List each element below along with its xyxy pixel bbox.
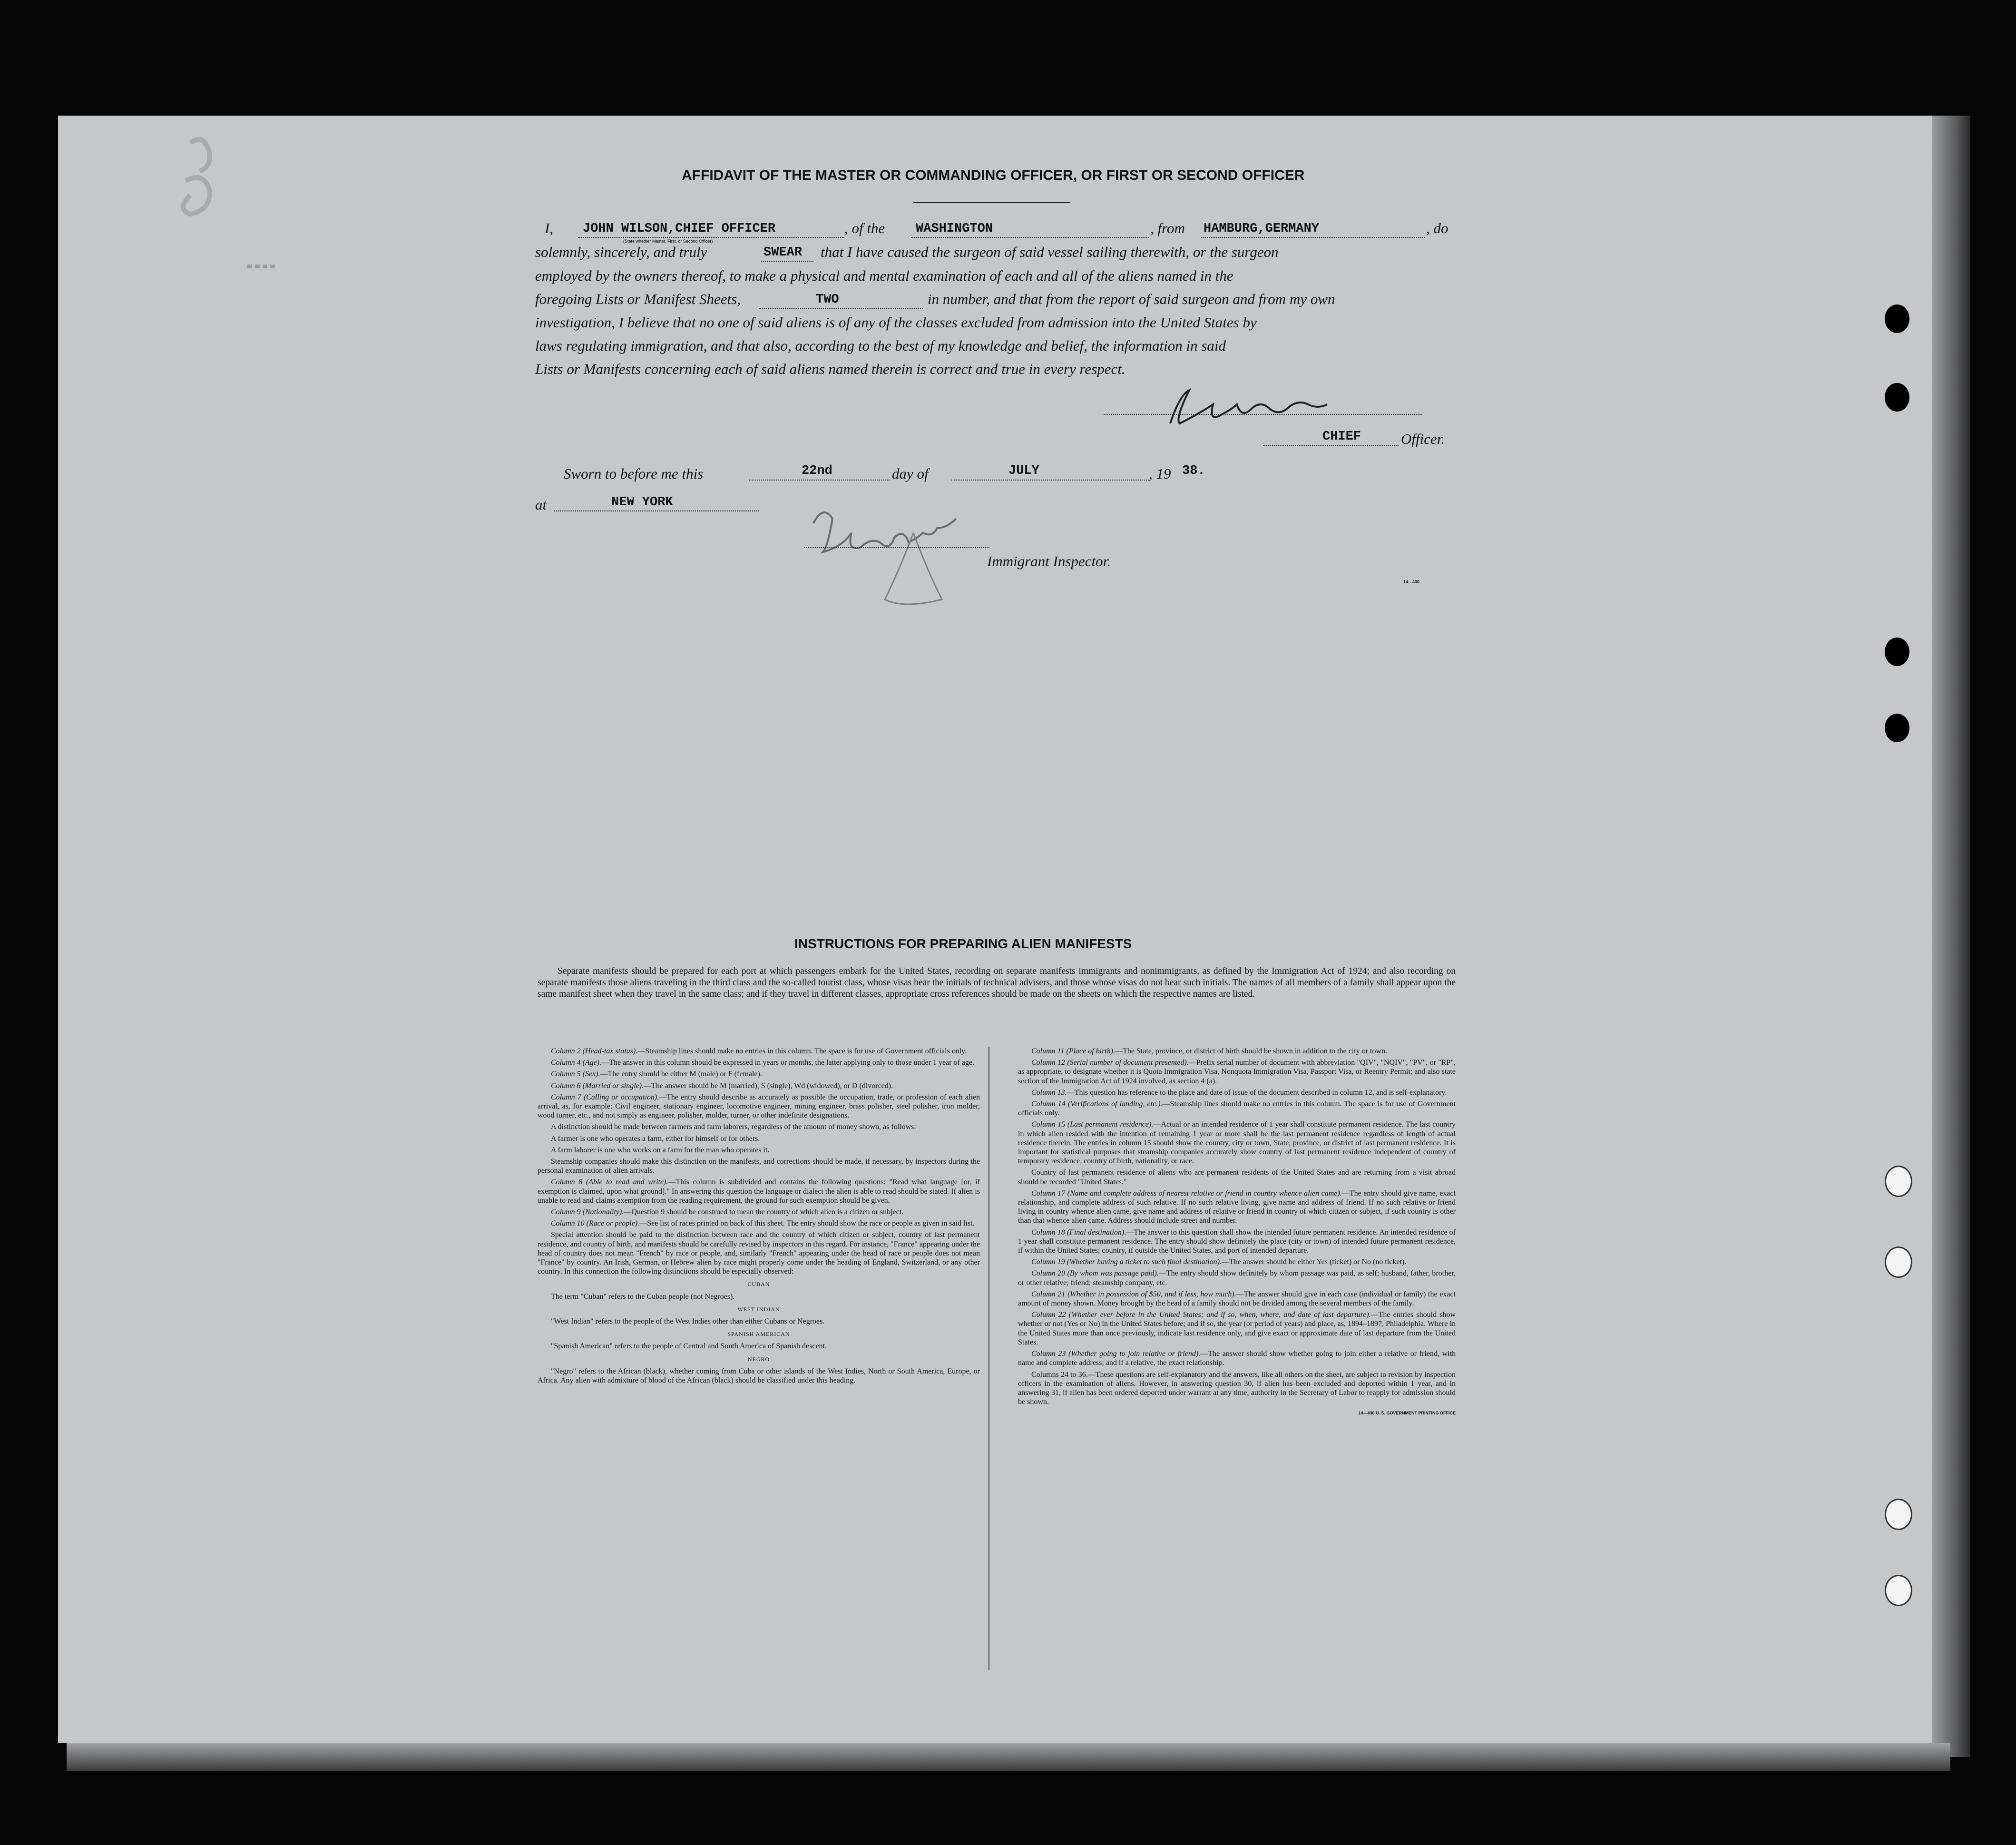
sworn-text: Sworn to before me this (564, 465, 704, 482)
month-line (951, 480, 1149, 481)
month-value: JULY (1008, 464, 1039, 478)
year-prefix: , 19 (1149, 465, 1171, 482)
page-bottom-edge (67, 1743, 1950, 1771)
officer-name-line (578, 237, 844, 238)
officer-name-value: JOHN WILSON,CHIEF OFFICER (583, 222, 776, 236)
country-residence-note: Country of last permanent residence of aliens who are permanent residents of the United States and are returning from a visit abroad should be recorded "United States." (1018, 1168, 1456, 1186)
column-12-note: Column 12 (Serial number of document presented).—Prefix serial number of document with abbreviation "QIV", "NQIV", "PV", or "RP", as appropriate, to designate whether it is Quota Immigration Visa, Nonquota Immigration Visa, Passport Visa, or Reentry Permit; and also state section of the Immigration Act of 1924 involved, as section 4 (a). (1018, 1059, 1456, 1085)
column-9-note: Column 9 (Nationality).—Question 9 should be construed to mean the country of which alien is a citizen or subject. (551, 1208, 904, 1217)
binder-hole (1885, 304, 1909, 333)
day-value: 22nd (802, 464, 832, 478)
column-18-note: Column 18 (Final destination).—The answer to this question shall show the intended future permanent residence. An intended residence of 1 year shall constitute permanent residence. The entry should show definitely the place (city or town) of intended future permanent residence, if within the United States; country, if outside the United States, and port of intended departure. (1018, 1228, 1456, 1255)
oath-line (761, 261, 813, 262)
column-17-note: Column 17 (Name and complete address of nearest relative or friend in country whence alien came).—The entry should give name, exact relationship, and complete address of such relative. If no such relative living, give name and address of friend. If no such relative or friend living in country whence alien came, give name and address of relative or friend in country of which citizen or subject, if such country is other than that whence alien came. Address should include street and number. (1018, 1189, 1456, 1225)
vessel-line (911, 237, 1149, 238)
signature-line (1104, 414, 1422, 415)
column-4-note: Column 4 (Age).—The answer in this column should be expressed in years or months, the latter applying only to those under 1 year of age. (551, 1059, 975, 1067)
document-page (58, 116, 1932, 1743)
binder-hole (1885, 714, 1909, 742)
columns-24-36-note: Columns 24 to 36.—These questions are self-explanatory and the answers, like all others on the sheet, are subject to revision by inspection officers in the examination of aliens. However, in answering question 30, if alien has been excluded and deported within 1 year, and in answering 31, if alien has been ordered deported under warrant at any time, authority in the Secretary of Labor to reapply for admission should be shown. (1018, 1370, 1456, 1406)
column-19-note: Column 19 (Whether having a ticket to such final destination).—The answer should be either Yes (ticket) or No (no ticket). (1031, 1258, 1407, 1266)
affidavit-line-5: investigation, I believe that no one of said aliens is of any of the classes excluded from admission into the United States by (535, 314, 1257, 331)
officer-signature (1151, 385, 1351, 438)
binder-hole (1885, 1575, 1912, 1606)
column-21-note: Column 21 (Whether in possession of $50, and if less, how much).—The answer should give in each case (individual or family) the exact amount of money shown. Money brought by the head of a family should not be divided among the several members of the family. (1018, 1290, 1456, 1308)
port-line (1201, 237, 1425, 238)
affidavit-line-6: laws regulating immigration, and that also, according to the best of my knowledge and belief, the information in said (535, 337, 1226, 354)
title-rule (913, 202, 1070, 203)
spanish-american-definition: "Spanish American" refers to the people of Central and South America of Spanish descent. (551, 1342, 827, 1351)
cuban-definition: The term "Cuban" refers to the Cuban people (not Negroes). (551, 1292, 735, 1301)
sheets-value: TWO (816, 293, 839, 307)
day-of-text: day of (892, 465, 929, 482)
line2-rest: that I have caused the surgeon of said vessel sailing therewith, or the surgeon (821, 244, 1279, 260)
instructions-intro: Separate manifests should be prepared for each port at which passengers embark for the United States, recording on separate manifests immigrants and nonimmigrants, as defined by the Immigration Act of 1924; and also recording on separate manifests those aliens traveling in the third class and the so-called tourist class, whose visas bear the initials of technical advisers, and those whose visas do not bear such initials. The names of all members of a family shall appear upon the same manifest sheet when they travel in the same class; and if they travel in different classes, appropriate cross references should be made on the sheets on which the respective names are listed. (538, 966, 1456, 999)
column-11-note: Column 11 (Place of birth).—The State, province, or district of birth should be shown in addition to the city or town. (1031, 1047, 1388, 1055)
farmer-distinction: A distinction should be made between farmers and farm laborers, regardless of the amount of money shown, as follows: (551, 1123, 916, 1131)
column-5-note: Column 5 (Sex).—The entry should be either M (male) or F (female). (551, 1070, 762, 1079)
officer-note: (State whether Master, First, or Second Officer) (623, 239, 713, 244)
page-edge (1932, 116, 1970, 1757)
at-text: at (535, 496, 547, 513)
column-6-note: Column 6 (Married or single).—The answer should be M (married), S (single), Wd (widowed), or D (divorced). (551, 1081, 893, 1090)
text-from: , from (1150, 220, 1185, 236)
affidavit-line-3: employed by the owners thereof, to make a physical and mental examination of each and all of the aliens named in the (535, 267, 1233, 284)
west-indian-definition: "West Indian" refers to the people of the West Indies other than either Cubans or Negroes. (551, 1317, 825, 1326)
place-line (554, 510, 759, 511)
rank-value: CHIEF (1322, 430, 1361, 444)
oath-value: SWEAR (763, 245, 802, 260)
form-number: 14—430 (1403, 579, 1420, 584)
affidavit-line-7: Lists or Manifests concerning each of said aliens named therein is correct and true in every respect. (535, 361, 1125, 377)
steamship-note: Steamship companies should make this distinction on the manifests, and corrections should be made, if necessary, by inspectors during the personal examination of alien arrivals. (538, 1158, 980, 1175)
column-22-note: Column 22 (Whether ever before in the United States; and if so, when, where, and date of last departure).—The entries should show whether or not (Yes or No) in the United States before; and if so, the year (or period of years) and place, as, 1894–1897, Philadelphia. Where in the United States more than once previously, indicate last residence only, and give exact or approximate date of last departure from the United States. (1018, 1311, 1456, 1346)
rank-line (1263, 445, 1399, 446)
vessel-value: WASHINGTON (916, 222, 993, 236)
line4-rest: in number, and that from the report of said surgeon and from my own (928, 291, 1335, 307)
column-13-note: Column 13.—This question has reference to the place and date of issue of the document described in column 12, and is self-explanatory. (1031, 1088, 1447, 1097)
binder-hole (1885, 638, 1909, 666)
inspector-line (804, 547, 989, 548)
line4-start: foregoing Lists or Manifest Sheets, (535, 291, 741, 307)
column-2-note: Column 2 (Head-tax status).—Steamship lines should make no entries in this column. The space is for use of Government officials only. (551, 1047, 967, 1055)
farmer-definition: A farmer is one who operates a farm, either for himself or for others. (551, 1134, 760, 1143)
day-line (749, 480, 890, 481)
heading-negro: NEGRO (747, 1355, 770, 1363)
year-suffix-value: 38. (1182, 464, 1205, 478)
column-10-note: Column 10 (Race or people).—See list of races printed on back of this sheet. The entry should show the race or people as given in said list. (551, 1219, 975, 1228)
text-solemnly: solemnly, sincerely, and truly (535, 244, 707, 260)
column-15-note: Column 15 (Last permanent residence).—Actual or an intended residence of 1 year shall constitute permanent residence. The last country in which alien resided with the intention of remaining 1 year or more shall be the last permanent residence regardless of length of actual residence therein. The entries in column 15 should show the country, city or town, State, province, or district of last permanent residence. It is important for statistical purposes that steamship companies accurately show country of last permanent residence independent of country of temporary residence, country of birth, nationality, or race. (1018, 1120, 1456, 1166)
heading-spanish-american: SPANISH AMERICAN (727, 1331, 790, 1338)
text-of-the: , of the (844, 220, 885, 236)
binder-hole (1885, 383, 1909, 412)
column-14-note: Column 14 (Verifications of landing, etc.).—Steamship lines should make no entries in this column. The space is for use of Government officials only. (1018, 1100, 1456, 1118)
heading-cuban: CUBAN (747, 1281, 770, 1288)
heading-west-indian: WEST INDIAN (737, 1305, 780, 1313)
binder-hole (1885, 1166, 1912, 1197)
binder-hole (1885, 1499, 1912, 1530)
farm-laborer-definition: A farm laborer is one who works on a farm for the man who operates it. (551, 1146, 770, 1154)
column-divider (988, 1047, 989, 1670)
pencil-marks (176, 128, 290, 285)
port-from-value: HAMBURG,GERMANY (1204, 222, 1320, 236)
column-7-note: Column 7 (Calling or occupation).—The entry should describe as accurately as possible the occupation, trade, or profession of each alien arrival, as, for example: Civil engineer, stationary engineer, locomotive engineer, mining engineer, brass polisher, steel polisher, iron molder, wood turner, etc., and not simply as engineer, polisher, molder, turner, or other indefinite designations. (538, 1093, 980, 1120)
column-20-note: Column 20 (By whom was passage paid).—The entry should show definitely by whom passage was paid, as self; husband, father, brother, or other relative; friend; steamship company, etc. (1018, 1269, 1456, 1287)
instructions-left-column (538, 1047, 980, 1387)
instructions-title: INSTRUCTIONS FOR PREPARING ALIEN MANIFESTS (794, 936, 1132, 951)
text-do: , do (1426, 220, 1448, 236)
special-attention-note: Special attention should be paid to the distinction between race and the country of which citizen or subject, country of last permanent residence, and country of birth, and manifests should be carefully revised by inspectors in this regard. For instance, "France" appearing under the head of country does not mean "French" by race or people, and, similarly "French" appearing under the head of race or people does not mean "France" by country. An Irish, German, or Hebrew alien by race might properly come under the heading of England, Switzerland, or any other country. In this connection the following distinctions should be especially observed: (538, 1231, 980, 1276)
affidavit-title: AFFIDAVIT OF THE MASTER OR COMMANDING OFFICER, OR FIRST OR SECOND OFFICER (682, 167, 1305, 183)
printer-imprint: 14—430 U. S. GOVERNMENT PRINTING OFFICE (1358, 1411, 1456, 1416)
inspector-label: Immigrant Inspector. (987, 553, 1111, 569)
officer-suffix: Officer. (1401, 431, 1445, 447)
instructions-right-column (1018, 1047, 1456, 1421)
sheets-line (759, 308, 923, 309)
negro-definition: "Negro" refers to the African (black), whether coming from Cuba or other islands of the West Indies, North or South America, Europe, or Africa. Any alien with admixture of blood of the African (black) should be classified under this heading. (538, 1367, 980, 1385)
place-value: NEW YORK (611, 495, 673, 510)
column-8-note: Column 8 (Able to read and write).—This column is subdivided and contains the following questions: "Read what language [or, if exemption is claimed, upon what ground]." In answering this question the language or dialect the alien is able to read should be stated. If alien is unable to read and claims exemption from the reading requirement, the ground for such exemption should be given. (538, 1178, 980, 1205)
column-23-note: Column 23 (Whether going to join relative or friend).—The answer should show whether going to join either a relative or friend, with name and complete address; and if a relative, the exact relationship. (1018, 1350, 1456, 1367)
text-i: I, (545, 220, 554, 236)
binder-hole (1885, 1246, 1912, 1278)
